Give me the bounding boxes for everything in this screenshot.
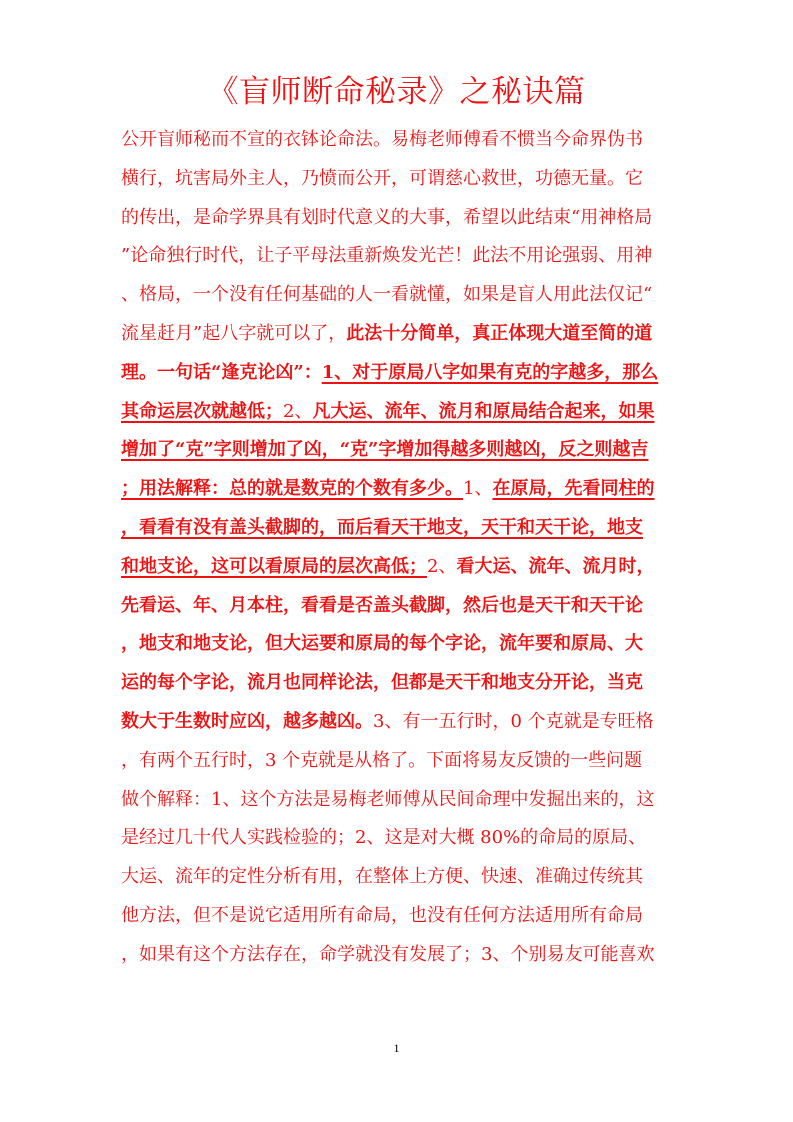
text-line [121,819,673,858]
text-segment: ”论命独行时代，让子平母法重新焕发光芒！此法不用论强弱、用神 [121,245,653,267]
text-segment: 增加了“克”字则增加了凶，“克”字增加得越多则越凶，反之则越吉 [121,439,649,461]
text-segment: 2、 [427,555,457,577]
text-line [121,936,673,975]
text-line [121,470,673,509]
text-segment: 3、有一五行时，0 个克就是专旺格 [373,710,654,732]
text-line [121,625,673,664]
text-line [121,858,673,897]
text-segment: 、格局，一个没有任何基础的人一看就懂，如果是盲人用此法仅记“ [121,284,653,306]
document-title: 《盲师断命秘录》之秘诀篇 [207,74,586,110]
text-segment: 做个解释：1、这个方法是易梅老师傅从民间命理中发掘出来的，这 [121,788,655,810]
text-segment: 横行，坑害局外主人，乃愤而公开，可谓慈心救世，功德无量。它 [121,167,643,189]
text-line [121,237,673,276]
text-line [121,781,673,820]
text-line [121,276,673,315]
text-segment: ；用法解释：总的就是数克的个数有多少。 [121,478,463,500]
text-line [121,393,673,432]
text-segment: 1、 [463,478,493,500]
text-segment: 他方法，但不是说它适用所有命局，也没有任何方法适用所有命局 [121,904,643,926]
text-segment: 2、 [283,400,313,422]
text-line [121,160,673,199]
text-segment: 先看运、年、月本柱，看看是否盖头截脚，然后也是天干和天干论 [121,594,643,616]
text-line [121,121,673,160]
text-line [121,664,673,703]
text-segment: 流星赶月”起八字就可以了， [121,322,347,344]
text-line [121,509,673,548]
text-segment: 数大于生数时应凶，越多越凶。 [121,710,373,732]
text-segment: 和地支论，这可以看原局的层次高低； [121,555,427,577]
text-segment: 理。一句话“逢克论凶”： [121,361,322,383]
text-segment: 1、对于原局八字如果有克的字越多，那么 [321,361,659,383]
text-segment: ，有两个五行时，3 个克就是从格了。下面将易友反馈的一些问题 [121,749,643,771]
text-segment: 的传出，是命学界具有划时代意义的大事，希望以此结束“用神格局 [121,206,653,228]
text-line [121,354,673,393]
text-segment: 在原局，先看同柱的 [492,478,655,500]
text-line [121,548,673,587]
text-line [121,315,673,354]
text-segment: 运的每个字论，流月也同样论法，但都是天干和地支分开论，当克 [121,672,643,694]
text-segment: 是经过几十代人实践检验的；2、这是对大概 80%的命局的原局、 [121,827,647,849]
text-line [121,897,673,936]
text-segment: 公开盲师秘而不宣的衣钵论命法。易梅老师傅看不惯当今命界伪书 [121,129,643,150]
text-segment: ，地支和地支论，但大运要和原局的每个字论，流年要和原局、大 [121,633,643,655]
page-number: 1 [393,1041,400,1055]
document-body [121,121,673,975]
text-segment: 凡大运、流年、流月和原局结合起来，如果 [312,400,655,422]
text-line [121,587,673,626]
text-segment: 此法十分简单，真正体现大道至简的道 [346,322,653,344]
text-segment: 大运、流年的定性分析有用，在整体上方便、快速、准确过传统其 [121,866,643,888]
text-line [121,199,673,238]
text-line [121,703,673,742]
text-segment: ，看看有没有盖头截脚的，而后看天干地支，天干和天干论，地支 [121,516,643,538]
text-segment: ，如果有这个方法存在，命学就没有发展了；3、个别易友可能喜欢 [121,943,655,965]
text-line [121,431,673,470]
text-segment: 看大运、流年、流月时， [456,555,655,577]
text-line [121,742,673,781]
text-segment: 其命运层次就越低； [121,400,283,422]
